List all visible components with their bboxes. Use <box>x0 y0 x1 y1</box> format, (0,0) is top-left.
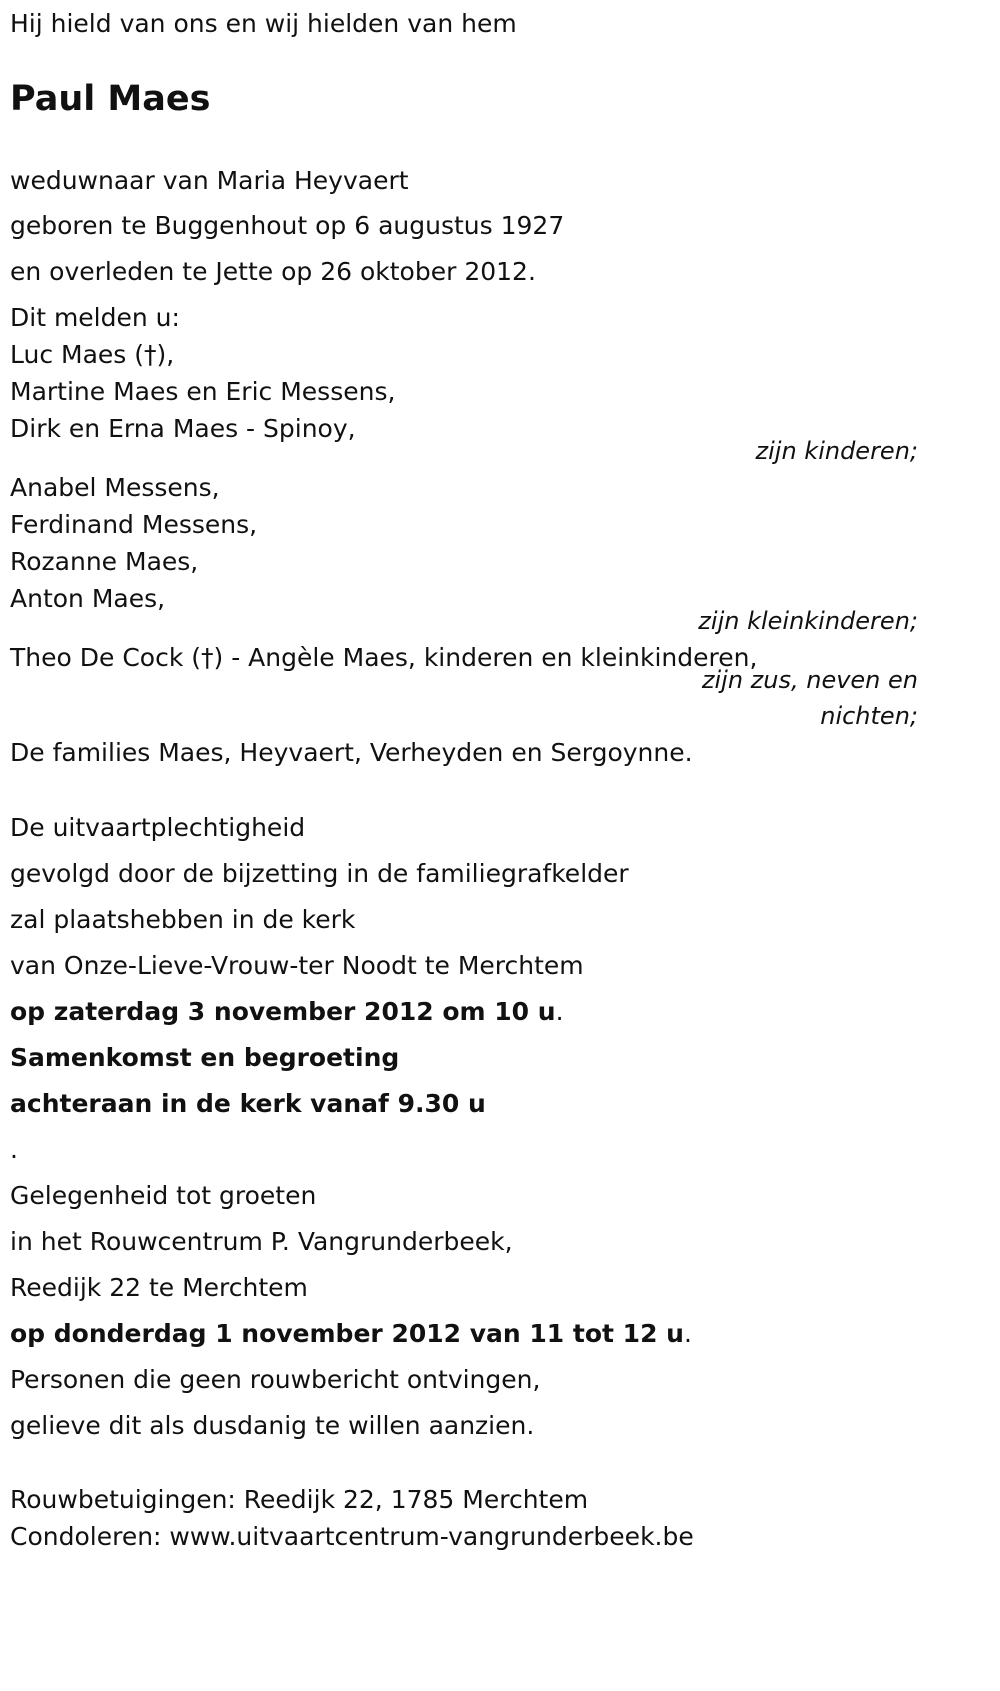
funeral-date-text: op zaterdag 3 november 2012 om 10 u <box>10 997 556 1026</box>
children-relation-label: zijn kinderen; <box>755 437 918 465</box>
gathering-line: Samenkomst en begroeting <box>10 1043 400 1072</box>
funeral-line: De uitvaartplechtigheid <box>10 813 306 842</box>
funeral-line: gevolgd door de bijzetting in de familiegrafkelder <box>10 859 629 888</box>
notice-line: Personen die geen rouwbericht ontvingen, <box>10 1365 541 1394</box>
grandchild-line: Rozanne Maes, <box>10 547 199 576</box>
funeral-line: zal plaatshebben in de kerk <box>10 905 356 934</box>
visit-line: Reedijk 22 te Merchtem <box>10 1273 308 1302</box>
grandchild-line: Ferdinand Messens, <box>10 510 258 539</box>
visit-line: in het Rouwcentrum P. Vangrunderbeek, <box>10 1227 513 1256</box>
grandchild-line: Anabel Messens, <box>10 473 220 502</box>
grandchildren-relation-label: zijn kleinkinderen; <box>698 607 918 635</box>
visit-date <box>10 1321 692 1346</box>
visit-line: Gelegenheid tot groeten <box>10 1181 317 1210</box>
announce-intro: Dit melden u: <box>10 303 180 332</box>
sister-line: Theo De Cock (†) - Angèle Maes, kinderen en kleinkinderen, <box>10 643 758 672</box>
sister-relation-label: nichten; <box>820 702 918 730</box>
deceased-name: Paul Maes <box>10 79 211 119</box>
child-line: Luc Maes (†), <box>10 340 175 369</box>
funeral-line: van Onze-Lieve-Vrouw-ter Noodt te Merchtem <box>10 951 584 980</box>
bio-line: weduwnaar van Maria Heyvaert <box>10 166 409 195</box>
bio-line: en overleden te Jette op 26 oktober 2012. <box>10 257 536 286</box>
grandchild-line: Anton Maes, <box>10 584 166 613</box>
child-line: Martine Maes en Eric Messens, <box>10 377 396 406</box>
bio-line: geboren te Buggenhout op 6 augustus 1927 <box>10 211 565 240</box>
sister-relation-label: zijn zus, neven en <box>701 666 918 694</box>
funeral-date-period: . <box>555 997 564 1026</box>
funeral-date <box>10 999 564 1024</box>
visit-date-period: . <box>683 1319 692 1348</box>
gathering-line: achteraan in de kerk vanaf 9.30 u <box>10 1089 486 1118</box>
families-line: De families Maes, Heyvaert, Verheyden en Sergoynne. <box>10 738 693 767</box>
condolence-website: Condoleren: www.uitvaartcentrum-vangrunderbeek.be <box>10 1522 694 1551</box>
notice-line: gelieve dit als dusdanig te willen aanzien. <box>10 1411 535 1440</box>
condolence-address: Rouwbetuigingen: Reedijk 22, 1785 Merchtem <box>10 1485 589 1514</box>
child-line: Dirk en Erna Maes - Spinoy, <box>10 414 356 443</box>
intro-line: Hij hield van ons en wij hielden van hem <box>10 9 517 38</box>
visit-date-text: op donderdag 1 november 2012 van 11 tot 12 u <box>10 1319 684 1348</box>
separator-dot: . <box>10 1135 18 1164</box>
